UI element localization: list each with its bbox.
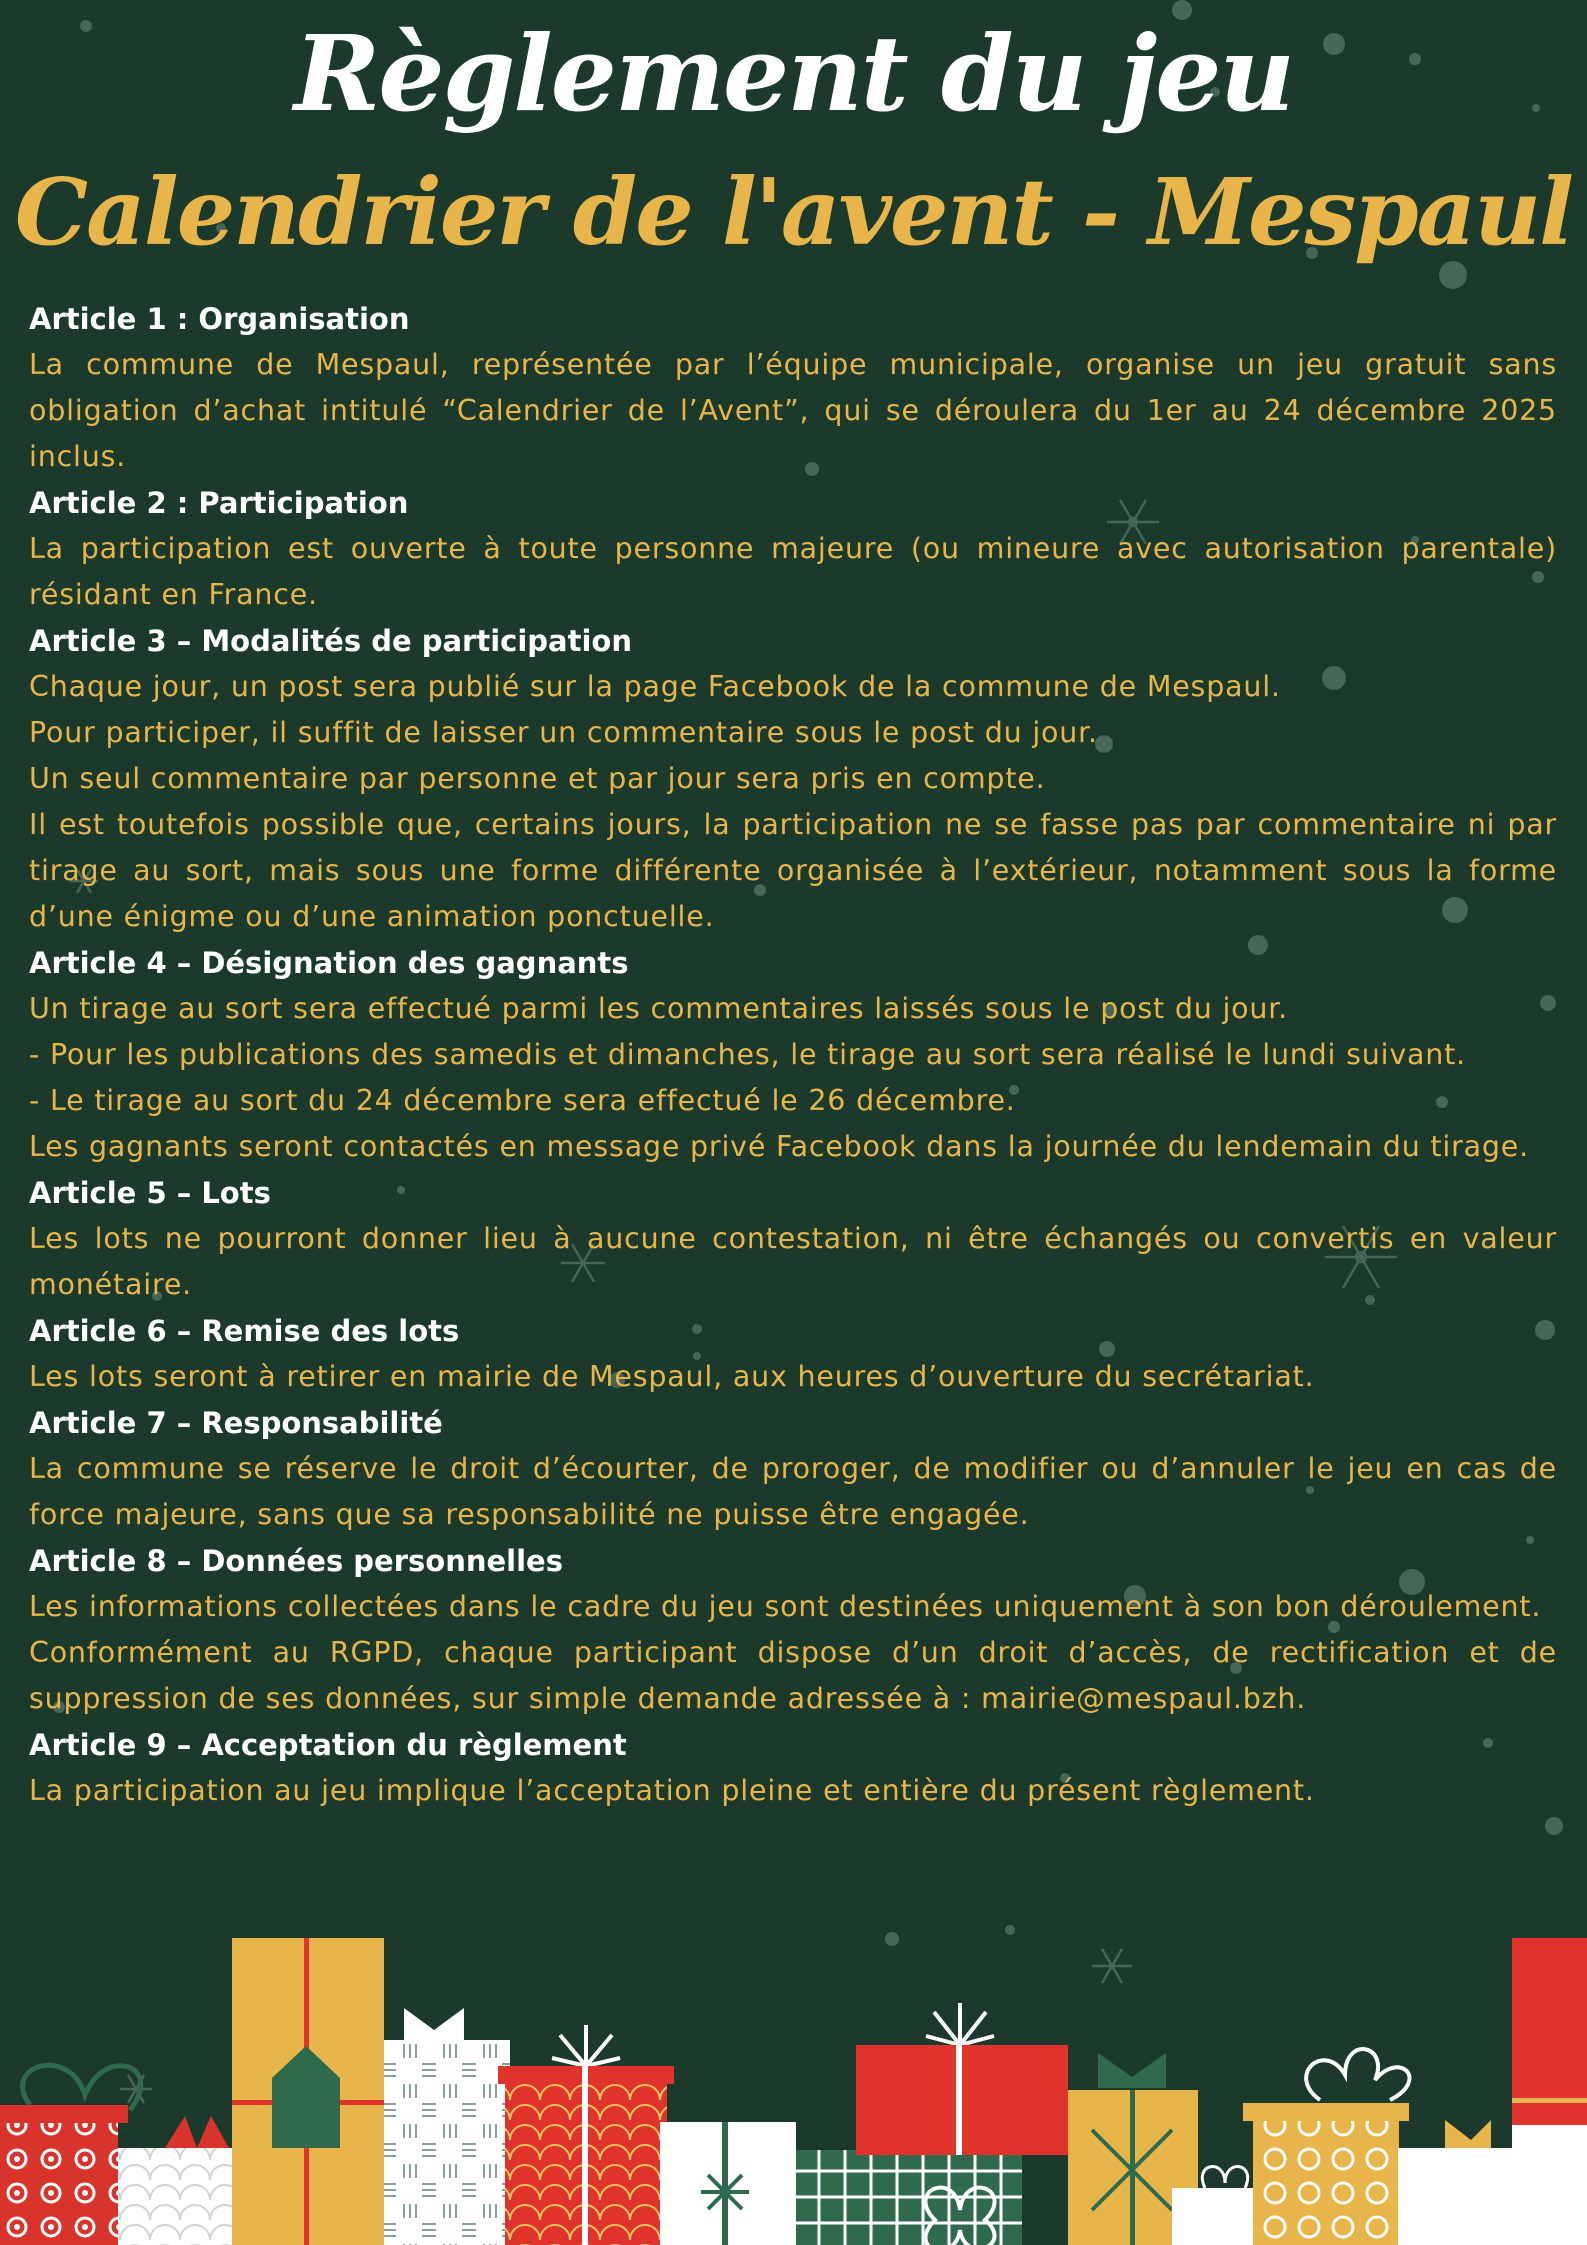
article-paragraph: Conformément au RGPD, chaque participant dispose d’un droit d’accès, de rectification et de suppression de ses données, sur simple demande adressée à : mairie@mespaul.bzh.	[29, 1636, 1557, 1715]
gift-box-icon	[384, 2008, 510, 2245]
article-paragraph: Il est toutefois possible que, certains jours, la participation ne se fasse pas par commentaire ni par tirage au sort, mais sous une forme différente organisée à l’extérieur, notamment sous la forme d’une énigme ou d’une animation ponctuelle.	[29, 808, 1557, 933]
article-heading: Article 1 : Organisation	[29, 302, 410, 336]
article-5	[29, 1170, 1557, 1308]
article-heading: Article 3 – Modalités de participation	[29, 624, 632, 658]
gift-box-icon	[1512, 1938, 1587, 2245]
article-2	[29, 480, 1557, 618]
rules-text	[29, 296, 1557, 1814]
article-1	[29, 296, 1557, 480]
article-paragraph: La commune se réserve le droit d’écourter, de proroger, de modifier ou d’annuler le jeu en cas de force majeure, sans que sa responsabilité ne puisse être engagée.	[29, 1452, 1557, 1531]
article-8	[29, 1538, 1557, 1722]
article-4	[29, 940, 1557, 1170]
article-paragraph: Un tirage au sort sera effectué parmi les commentaires laissés sous le post du jour.	[29, 992, 1289, 1025]
gift-box-icon	[1398, 2120, 1526, 2245]
article-paragraph: Chaque jour, un post sera publié sur la page Facebook de la commune de Mespaul.	[29, 670, 1281, 703]
article-3	[29, 618, 1557, 940]
article-heading: Article 4 – Désignation des gagnants	[29, 946, 629, 980]
article-paragraph: La participation est ouverte à toute personne majeure (ou mineure avec autorisation parentale) résidant en France.	[29, 532, 1557, 611]
article-heading: Article 2 : Participation	[29, 486, 409, 520]
article-6	[29, 1308, 1557, 1400]
article-paragraph: La commune de Mespaul, représentée par l’équipe municipale, organise un jeu gratuit sans obligation d’achat intitulé “Calendrier de l’Avent”, qui se déroulera du 1er au 24 décembre 2025 inclus.	[29, 348, 1557, 473]
gift-box-icon	[498, 2025, 674, 2245]
article-paragraph: Pour participer, il suffit de laisser un commentaire sous le post du jour.	[29, 716, 1098, 749]
article-heading: Article 8 – Données personnelles	[29, 1544, 563, 1578]
article-paragraph: - Le tirage au sort du 24 décembre sera effectué le 26 décembre.	[29, 1084, 1016, 1117]
article-paragraph: - Pour les publications des samedis et dimanches, le tirage au sort sera réalisé le lundi suivant.	[29, 1038, 1466, 1071]
article-7	[29, 1400, 1557, 1538]
article-paragraph: Les informations collectées dans le cadre du jeu sont destinées uniquement à son bon déroulement.	[29, 1590, 1542, 1623]
article-paragraph: La participation au jeu implique l’acceptation pleine et entière du présent règlement.	[29, 1774, 1315, 1807]
article-heading: Article 6 – Remise des lots	[29, 1314, 460, 1348]
article-heading: Article 7 – Responsabilité	[29, 1406, 443, 1440]
page-subtitle: Calendrier de l'avent - Mespaul	[14, 158, 1573, 266]
article-paragraph: Les lots ne pourront donner lieu à aucune contestation, ni être échangés ou convertis en valeur monétaire.	[29, 1222, 1557, 1301]
gift-box-icon	[1243, 2049, 1409, 2245]
gift-box-icon	[232, 1938, 384, 2245]
article-paragraph: Les gagnants seront contactés en message privé Facebook dans la journée du lendemain du tirage.	[29, 1130, 1529, 1163]
page-title: Règlement du jeu	[293, 12, 1293, 135]
article-paragraph: Un seul commentaire par personne et par jour sera pris en compte.	[29, 762, 1046, 795]
gift-box-icon	[660, 2122, 796, 2245]
article-9	[29, 1722, 1557, 1814]
gift-box-icon	[796, 2150, 1022, 2245]
gift-boxes-decoration	[0, 1930, 1587, 2245]
article-heading: Article 5 – Lots	[29, 1176, 271, 1210]
article-paragraph: Les lots seront à retirer en mairie de Mespaul, aux heures d’ouverture du secrétariat.	[29, 1360, 1315, 1393]
article-heading: Article 9 – Acceptation du règlement	[29, 1728, 627, 1762]
